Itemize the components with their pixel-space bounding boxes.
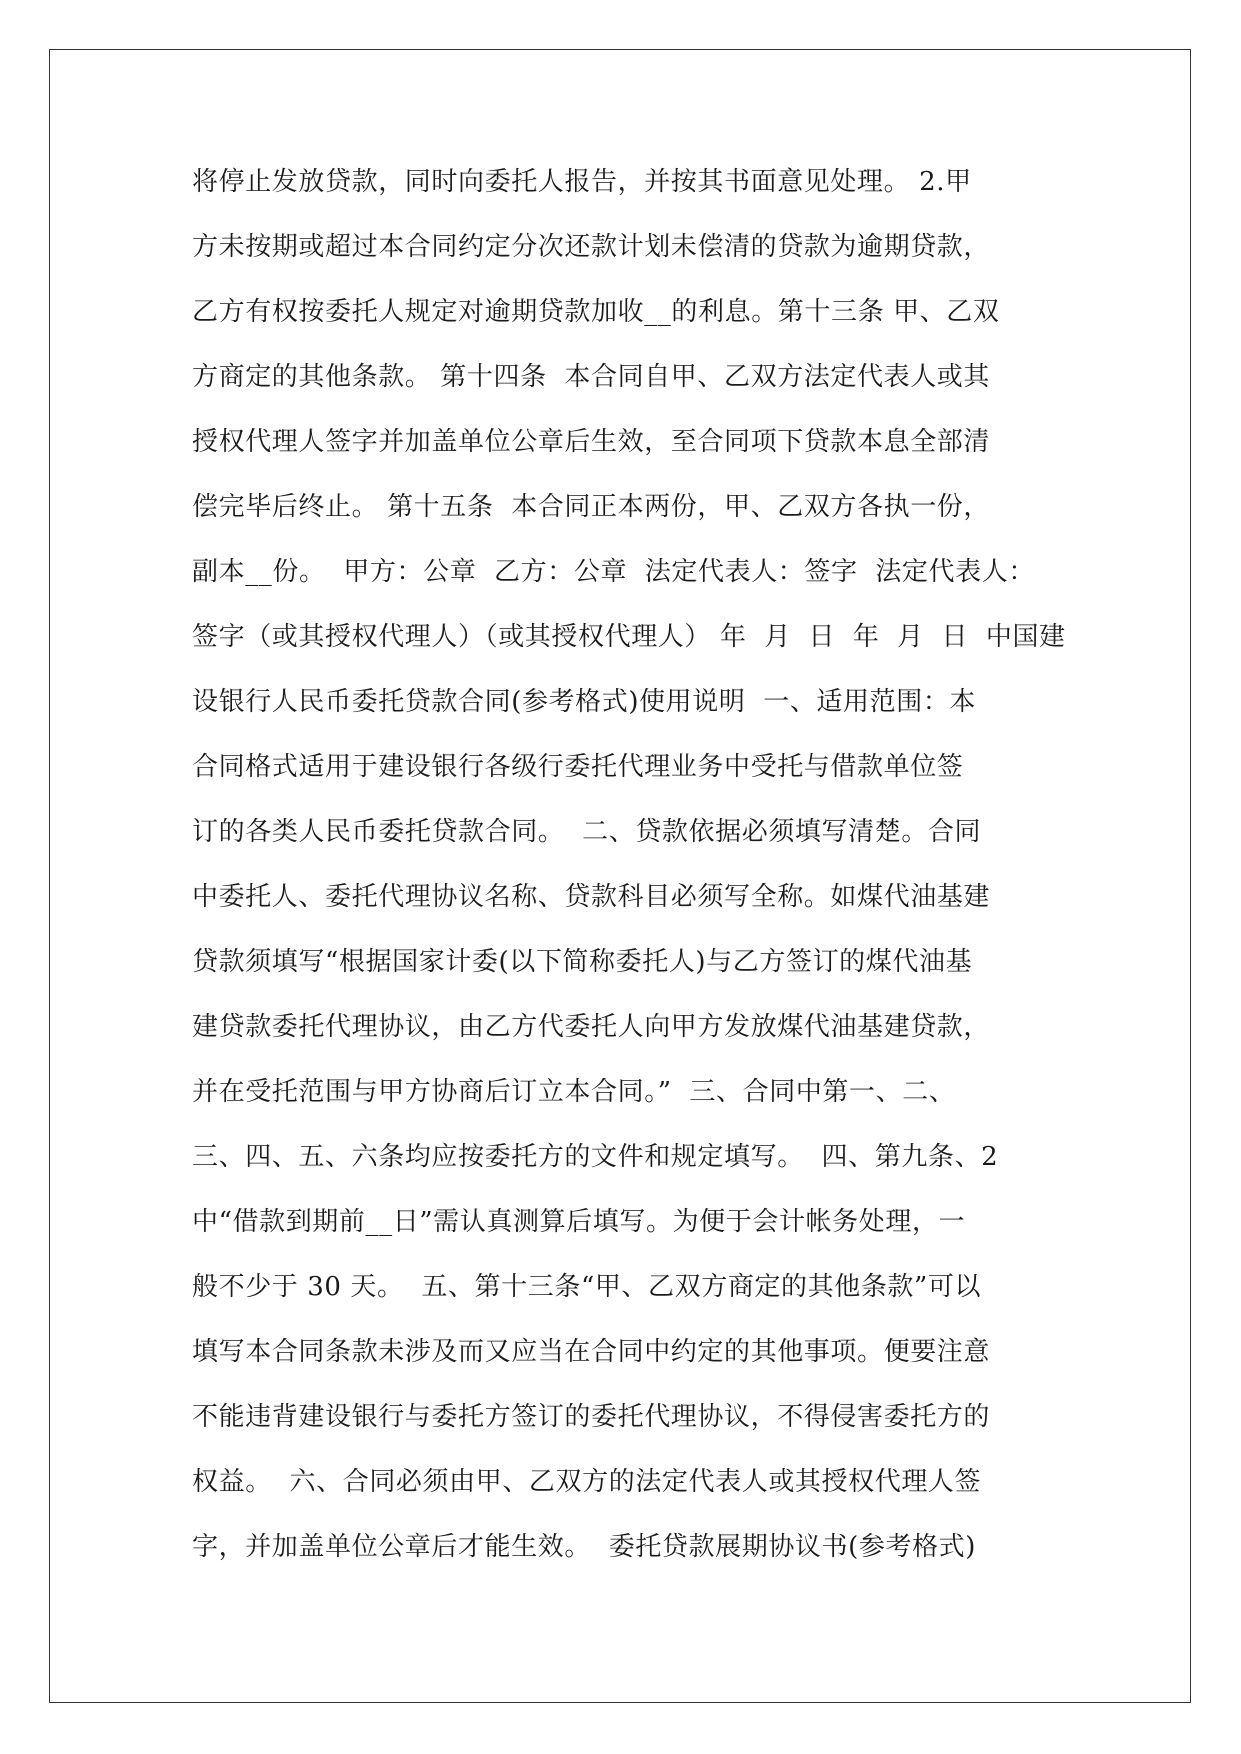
- text-line: 签字（或其授权代理人）（或其授权代理人） 年 月 日 年 月 日 中国建: [192, 622, 1066, 652]
- text-line: 偿完毕后终止。 第十五条 本合同正本两份，甲、乙双方各执一份，: [192, 492, 990, 522]
- text-line: 副本__份。 甲方：公章 乙方：公章 法定代表人：签字 法定代表人：: [192, 557, 1035, 587]
- text-line: 合同格式适用于建设银行各级行委托代理业务中受托与借款单位签: [192, 752, 964, 782]
- text-line: 建贷款委托代理协议，由乙方代委托人向甲方发放煤代油基建贷款，: [192, 1012, 991, 1042]
- text-line: 授权代理人签字并加盖单位公章后生效，至合同项下贷款本息全部清: [192, 427, 991, 457]
- text-line: 字，并加盖单位公章后才能生效。 委托贷款展期协议书(参考格式): [192, 1532, 977, 1562]
- text-line: 将停止发放贷款，同时向委托人报告，并按其书面意见处理。 2.甲: [192, 167, 972, 197]
- text-line: 方未按期或超过本合同约定分次还款计划未偿清的贷款为逾期贷款，: [192, 232, 991, 262]
- text-line: 填写本合同条款未涉及而又应当在合同中约定的其他事项。便要注意: [192, 1337, 991, 1367]
- text-line: 不能违背建设银行与委托方签订的委托代理协议，不得侵害委托方的: [192, 1402, 991, 1432]
- document-body: [192, 162, 1072, 1592]
- text-line: 中委托人、委托代理协议名称、贷款科目必须写全称。如煤代油基建: [192, 882, 991, 912]
- text-line: 般不少于 30 天。 五、第十三条“甲、乙双方商定的其他条款”可以: [192, 1272, 982, 1302]
- text-line: 贷款须填写“根据国家计委(以下简称委托人)与乙方签订的煤代油基: [192, 947, 973, 977]
- text-line: 权益。 六、合同必须由甲、乙双方的法定代表人或其授权代理人签: [192, 1467, 982, 1497]
- text-line: 方商定的其他条款。 第十四条 本合同自甲、乙双方法定代表人或其: [192, 362, 990, 392]
- text-line: 乙方有权按委托人规定对逾期贷款加收__的利息。第十三条 甲、乙双: [192, 297, 1000, 327]
- text-line: 订的各类人民币委托贷款合同。 二、贷款依据必须填写清楚。合同: [192, 817, 982, 847]
- text-line: 设银行人民币委托贷款合同(参考格式)使用说明 一、适用范围：本: [192, 687, 977, 717]
- text-line: 三、四、五、六条均应按委托方的文件和规定填写。 四、第九条、2: [192, 1142, 999, 1172]
- text-line: 中“借款到期前__日”需认真测算后填写。为便于会计帐务处理，一: [192, 1207, 966, 1237]
- text-line: 并在受托范围与甲方协商后订立本合同。” 三、合同中第一、二、: [192, 1077, 956, 1107]
